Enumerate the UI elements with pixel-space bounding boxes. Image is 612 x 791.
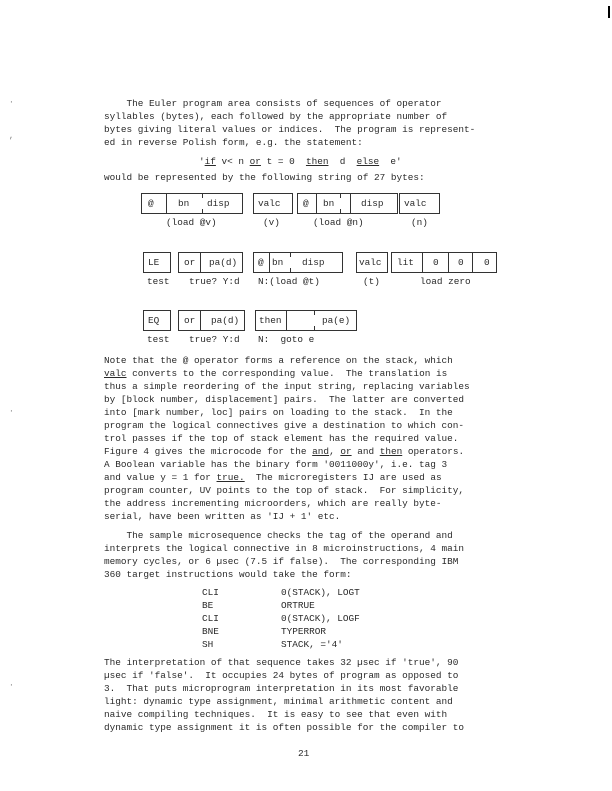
caption: true? Y:d <box>189 276 240 287</box>
byte-address: pa(d) <box>209 257 238 268</box>
byte-opcode: or <box>184 315 196 326</box>
code-opcode: CLI <box>202 613 219 624</box>
byte-opcode: LE <box>148 257 160 268</box>
text-line: Note that the @ operator forms a reference on the stack, which <box>104 355 453 366</box>
byte-group-goto-e <box>255 310 357 331</box>
byte-group-or <box>178 252 243 273</box>
byte-opcode: then <box>259 315 282 326</box>
caption: (load @v) <box>166 217 217 228</box>
byte-group-test <box>143 252 171 273</box>
caption: test <box>147 276 170 287</box>
text-line: interprets the logical connective in 8 microinstructions, 4 main <box>104 543 465 554</box>
byte-opcode: or <box>184 257 196 268</box>
caption: N: goto e <box>258 334 315 345</box>
code-opcode: SH <box>202 639 214 650</box>
margin-dot: · <box>9 98 14 107</box>
byte-opcode: EQ <box>148 315 160 326</box>
byte-opcode: @ <box>258 257 264 268</box>
text-line: program counter, UV points to the top of stack. For simplicity, <box>104 485 465 496</box>
code-opcode: CLI <box>202 587 219 598</box>
byte-opcode: valc <box>404 198 427 209</box>
byte-bn: bn <box>272 257 284 268</box>
byte-literal: 0 <box>484 257 490 268</box>
text-line: light: dynamic type assignment, minimal arithmetic content and <box>104 696 453 707</box>
byte-address: pa(d) <box>211 315 240 326</box>
byte-group-or <box>178 310 245 331</box>
text-line: and value y = 1 for true. The microregisters IJ are used as <box>104 472 442 483</box>
byte-group-test <box>143 310 171 331</box>
text-line: The Euler program area consists of sequences of operator <box>104 98 442 109</box>
byte-bn: bn <box>323 198 335 209</box>
text-line: syllables (bytes), each followed by the appropriate number of <box>104 111 448 122</box>
caption: (load @n) <box>313 217 364 228</box>
text-line: into [mark number, loc] pairs on loading to the stack. In the <box>104 407 453 418</box>
text-line: the address incrementing microorders, which are really byte- <box>104 498 442 509</box>
text-line: by [block number, displacement] pairs. The latter are converted <box>104 394 465 405</box>
margin-dot: · <box>9 681 14 690</box>
text-line: The interpretation of that sequence takes 32 µsec if 'true', 90 <box>104 657 459 668</box>
code-operand: STACK, ='4' <box>281 639 343 650</box>
byte-disp: disp <box>361 198 384 209</box>
caption: N:(load @t) <box>258 276 320 287</box>
byte-group-t <box>356 252 388 273</box>
byte-group-n <box>399 193 440 214</box>
byte-opcode: @ <box>148 198 154 209</box>
code-opcode: BE <box>202 600 214 611</box>
byte-literal: 0 <box>433 257 439 268</box>
byte-group-load-v <box>141 193 243 214</box>
scan-edge-mark <box>608 6 610 18</box>
text-line: 360 target instructions would take the form: <box>104 569 352 580</box>
byte-group-load-n <box>297 193 398 214</box>
byte-disp: disp <box>207 198 230 209</box>
text-line: naive compiling techniques. It is easy to see that even with <box>104 709 448 720</box>
byte-opcode: valc <box>359 257 382 268</box>
caption: (n) <box>411 217 428 228</box>
text-line: program the logical connectives give a destination to which con- <box>104 420 465 431</box>
text-line: The sample microsequence checks the tag of the operand and <box>104 530 453 541</box>
byte-disp: disp <box>302 257 325 268</box>
page-number: 21 <box>298 748 310 759</box>
text-line: A Boolean variable has the binary form '0011000y', i.e. tag 3 <box>104 459 448 470</box>
code-operand: ORTRUE <box>281 600 315 611</box>
text-line: bytes giving literal values or indices. The program is represent- <box>104 124 476 135</box>
text-line: µsec if 'false'. It occupies 24 bytes of program as opposed to <box>104 670 459 681</box>
margin-dot: , <box>9 132 14 141</box>
caption: (t) <box>363 276 380 287</box>
code-operand: TYPERROR <box>281 626 327 637</box>
text-line: thus a simple reordering of the input string, replacing variables <box>104 381 470 392</box>
byte-opcode: @ <box>303 198 309 209</box>
byte-literal: 0 <box>458 257 464 268</box>
byte-group-load-zero <box>391 252 497 273</box>
byte-bn: bn <box>178 198 190 209</box>
text-line: memory cycles, or 6 µsec (7.5 if false). The corresponding IBM <box>104 556 459 567</box>
caption: (v) <box>263 217 280 228</box>
byte-opcode: valc <box>258 198 281 209</box>
byte-opcode: lit <box>397 257 414 268</box>
text-line: dynamic type assignment it is often possible for the compiler to <box>104 722 465 733</box>
byte-address: pa(e) <box>322 315 351 326</box>
code-operand: 0(STACK), LOGT <box>281 587 360 598</box>
example-statement: 'if v< n or t = 0 then d else e' <box>199 156 402 167</box>
text-line: ed in reverse Polish form, e.g. the statement: <box>104 137 363 148</box>
text-line: valc converts to the corresponding value. The translation is <box>104 368 448 379</box>
text-line: serial, have been written as 'IJ + 1' etc. <box>104 511 341 522</box>
byte-group-v <box>253 193 293 214</box>
byte-group-load-t <box>253 252 343 273</box>
caption: test <box>147 334 170 345</box>
caption: load zero <box>420 276 471 287</box>
code-operand: 0(STACK), LOGF <box>281 613 360 624</box>
text-line: would be represented by the following string of 27 bytes: <box>104 172 425 183</box>
margin-dot: · <box>9 407 14 416</box>
caption: true? Y:d <box>189 334 240 345</box>
text-line: 3. That puts microprogram interpretation in its most favorable <box>104 683 459 694</box>
text-line: Figure 4 gives the microcode for the and, or and then operators. <box>104 446 465 457</box>
text-line: trol passes if the top of stack element has the required value. <box>104 433 459 444</box>
code-opcode: BNE <box>202 626 219 637</box>
